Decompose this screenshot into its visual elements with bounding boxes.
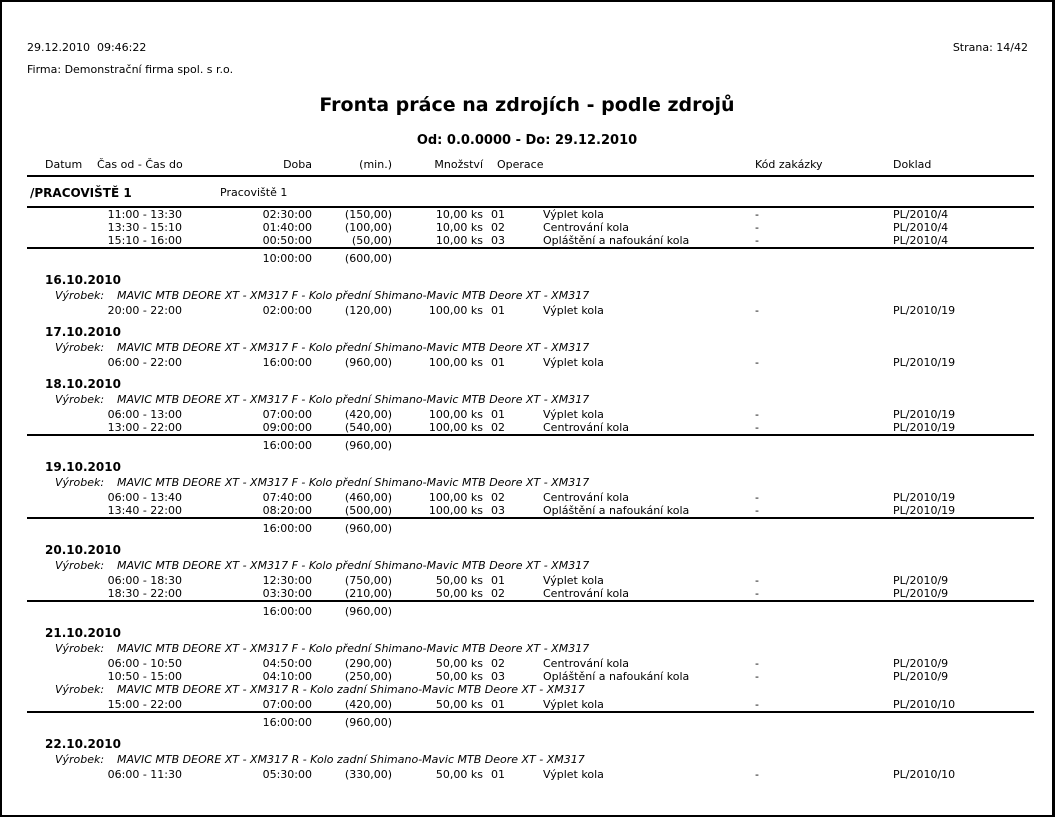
col-header-mnozstvi: Množství	[434, 158, 483, 171]
cell-document: PL/2010/19	[893, 408, 956, 421]
product-row	[27, 683, 1034, 698]
cell-order-code: -	[755, 221, 759, 234]
product-row	[27, 753, 1034, 768]
cell-duration: 02:30:00	[262, 208, 312, 221]
cell-minutes: (330,00)	[344, 768, 392, 781]
summary-row	[27, 436, 1034, 452]
cell-op-number: 01	[491, 698, 505, 711]
cell-document: PL/2010/4	[893, 234, 949, 247]
cell-time-range: 06:00 - 13:40	[107, 491, 182, 504]
table-row	[27, 698, 1034, 711]
report-company: Firma: Demonstrační firma spol. s r.o.	[27, 63, 234, 76]
cell-duration: 07:40:00	[262, 491, 312, 504]
col-header-kod-zakazky: Kód zakázky	[755, 158, 823, 171]
cell-operation: Centrování kola	[543, 587, 630, 600]
summary-row	[27, 713, 1034, 729]
cell-document: PL/2010/4	[893, 208, 949, 221]
product-label: Výrobek:	[55, 559, 105, 572]
cell-duration: 04:10:00	[262, 670, 312, 683]
cell-op-number: 03	[491, 670, 505, 683]
cell-operation: Výplet kola	[543, 356, 604, 369]
cell-document: PL/2010/19	[893, 421, 956, 434]
group-row	[27, 177, 1034, 208]
section-date-row	[27, 272, 1034, 289]
section-date: 20.10.2010	[45, 543, 121, 557]
table-row	[27, 491, 1034, 504]
cell-minutes: (750,00)	[344, 574, 392, 587]
cell-quantity: 50,00 ks	[435, 670, 483, 683]
product-row	[27, 341, 1034, 356]
cell-document: PL/2010/19	[893, 504, 956, 517]
col-header-datum: Datum	[45, 158, 83, 171]
cell-op-number: 03	[491, 234, 505, 247]
cell-operation: Centrování kola	[543, 221, 630, 234]
col-header-cas: Čas od - Čas do	[97, 158, 183, 171]
cell-time-range: 11:00 - 13:30	[107, 208, 182, 221]
section-date-row	[27, 542, 1034, 559]
cell-duration: 16:00:00	[262, 356, 312, 369]
product-name: MAVIC MTB DEORE XT - XM317 F - Kolo přední Shimano-Mavic MTB Deore XT - XM317	[117, 393, 590, 406]
cell-operation: Výplet kola	[543, 698, 604, 711]
section-date: 17.10.2010	[45, 325, 121, 339]
cell-quantity: 50,00 ks	[435, 768, 483, 781]
cell-minutes: (290,00)	[344, 657, 392, 670]
cell-duration: 07:00:00	[262, 698, 312, 711]
cell-duration: 02:00:00	[262, 304, 312, 317]
table-row	[27, 234, 1034, 247]
cell-duration: 12:30:00	[262, 574, 312, 587]
table-row	[27, 304, 1034, 317]
cell-order-code: -	[755, 234, 759, 247]
product-row	[27, 289, 1034, 304]
cell-quantity: 50,00 ks	[435, 698, 483, 711]
summary-minutes: (960,00)	[344, 522, 392, 535]
cell-minutes: (250,00)	[344, 670, 392, 683]
cell-op-number: 02	[491, 657, 505, 670]
cell-quantity: 100,00 ks	[428, 421, 483, 434]
cell-document: PL/2010/19	[893, 304, 956, 317]
column-header-row	[27, 158, 1034, 175]
section-date-row	[27, 376, 1034, 393]
product-name: MAVIC MTB DEORE XT - XM317 R - Kolo zadní Shimano-Mavic MTB Deore XT - XM317	[117, 683, 585, 696]
cell-duration: 04:50:00	[262, 657, 312, 670]
product-row	[27, 476, 1034, 491]
cell-document: PL/2010/9	[893, 574, 949, 587]
cell-op-number: 01	[491, 304, 505, 317]
group-name: Pracoviště 1	[220, 186, 288, 199]
cell-order-code: -	[755, 670, 759, 683]
cell-quantity: 100,00 ks	[428, 491, 483, 504]
cell-minutes: (210,00)	[344, 587, 392, 600]
cell-order-code: -	[755, 574, 759, 587]
cell-document: PL/2010/19	[893, 356, 956, 369]
cell-duration: 07:00:00	[262, 408, 312, 421]
table-row	[27, 670, 1034, 683]
summary-row	[27, 249, 1034, 265]
summary-duration: 16:00:00	[262, 439, 312, 452]
cell-operation: Opláštění a nafoukání kola	[543, 504, 690, 517]
cell-quantity: 50,00 ks	[435, 657, 483, 670]
group-code: /PRACOVIŠTĚ 1	[30, 186, 132, 200]
section-date: 22.10.2010	[45, 737, 121, 751]
cell-op-number: 01	[491, 408, 505, 421]
cell-time-range: 06:00 - 10:50	[107, 657, 182, 670]
cell-time-range: 20:00 - 22:00	[107, 304, 182, 317]
cell-order-code: -	[755, 768, 759, 781]
report-table	[27, 158, 1034, 781]
cell-order-code: -	[755, 208, 759, 221]
cell-quantity: 10,00 ks	[435, 234, 483, 247]
col-header-doklad: Doklad	[893, 158, 932, 171]
cell-order-code: -	[755, 356, 759, 369]
cell-time-range: 10:50 - 15:00	[107, 670, 182, 683]
cell-document: PL/2010/10	[893, 698, 956, 711]
cell-quantity: 100,00 ks	[428, 504, 483, 517]
section-date: 19.10.2010	[45, 460, 121, 474]
cell-order-code: -	[755, 504, 759, 517]
cell-op-number: 02	[491, 587, 505, 600]
col-header-min: (min.)	[359, 158, 392, 171]
cell-op-number: 02	[491, 221, 505, 234]
summary-minutes: (600,00)	[344, 252, 392, 265]
cell-order-code: -	[755, 421, 759, 434]
summary-row	[27, 602, 1034, 618]
cell-document: PL/2010/19	[893, 491, 956, 504]
report-date-range: Od: 0.0.0000 - Do: 29.12.2010	[416, 133, 638, 148]
cell-quantity: 100,00 ks	[428, 408, 483, 421]
cell-time-range: 13:40 - 22:00	[107, 504, 182, 517]
summary-row	[27, 519, 1034, 535]
cell-duration: 05:30:00	[262, 768, 312, 781]
table-row	[27, 208, 1034, 221]
table-row	[27, 768, 1034, 781]
product-label: Výrobek:	[55, 393, 105, 406]
cell-operation: Výplet kola	[543, 208, 604, 221]
cell-quantity: 10,00 ks	[435, 208, 483, 221]
table-row	[27, 587, 1034, 600]
cell-minutes: (420,00)	[344, 698, 392, 711]
cell-minutes: (540,00)	[344, 421, 392, 434]
cell-minutes: (150,00)	[344, 208, 392, 221]
cell-operation: Opláštění a nafoukání kola	[543, 234, 690, 247]
cell-operation: Centrování kola	[543, 421, 630, 434]
cell-duration: 09:00:00	[262, 421, 312, 434]
cell-operation: Centrování kola	[543, 657, 630, 670]
product-name: MAVIC MTB DEORE XT - XM317 F - Kolo přední Shimano-Mavic MTB Deore XT - XM317	[117, 341, 590, 354]
section-date-row	[27, 625, 1034, 642]
product-name: MAVIC MTB DEORE XT - XM317 F - Kolo přední Shimano-Mavic MTB Deore XT - XM317	[117, 289, 590, 302]
cell-op-number: 01	[491, 356, 505, 369]
cell-operation: Centrování kola	[543, 491, 630, 504]
cell-order-code: -	[755, 587, 759, 600]
cell-operation: Výplet kola	[543, 304, 604, 317]
cell-op-number: 01	[491, 208, 505, 221]
product-name: MAVIC MTB DEORE XT - XM317 F - Kolo přední Shimano-Mavic MTB Deore XT - XM317	[117, 476, 590, 489]
summary-minutes: (960,00)	[344, 716, 392, 729]
product-row	[27, 559, 1034, 574]
cell-quantity: 10,00 ks	[435, 221, 483, 234]
summary-duration: 16:00:00	[262, 605, 312, 618]
cell-order-code: -	[755, 657, 759, 670]
product-label: Výrobek:	[55, 683, 105, 696]
cell-minutes: (420,00)	[344, 408, 392, 421]
cell-document: PL/2010/4	[893, 221, 949, 234]
product-name: MAVIC MTB DEORE XT - XM317 F - Kolo přední Shimano-Mavic MTB Deore XT - XM317	[117, 642, 590, 655]
cell-document: PL/2010/9	[893, 657, 949, 670]
cell-op-number: 01	[491, 768, 505, 781]
table-row	[27, 221, 1034, 234]
section-date: 18.10.2010	[45, 377, 121, 391]
cell-op-number: 03	[491, 504, 505, 517]
table-row	[27, 504, 1034, 517]
cell-duration: 03:30:00	[262, 587, 312, 600]
table-row	[27, 657, 1034, 670]
cell-document: PL/2010/10	[893, 768, 956, 781]
cell-op-number: 02	[491, 491, 505, 504]
cell-time-range: 06:00 - 11:30	[107, 768, 182, 781]
product-label: Výrobek:	[55, 476, 105, 489]
cell-minutes: (100,00)	[344, 221, 392, 234]
cell-minutes: (960,00)	[344, 356, 392, 369]
cell-order-code: -	[755, 408, 759, 421]
section-date-row	[27, 324, 1034, 341]
cell-order-code: -	[755, 698, 759, 711]
section-date-row	[27, 736, 1034, 753]
cell-quantity: 100,00 ks	[428, 356, 483, 369]
cell-time-range: 13:30 - 15:10	[107, 221, 182, 234]
cell-time-range: 13:00 - 22:00	[107, 421, 182, 434]
table-row	[27, 574, 1034, 587]
cell-operation: Opláštění a nafoukání kola	[543, 670, 690, 683]
cell-order-code: -	[755, 491, 759, 504]
cell-duration: 08:20:00	[262, 504, 312, 517]
section-date: 16.10.2010	[45, 273, 121, 287]
cell-operation: Výplet kola	[543, 574, 604, 587]
cell-time-range: 15:00 - 22:00	[107, 698, 182, 711]
cell-order-code: -	[755, 304, 759, 317]
table-row	[27, 356, 1034, 369]
col-header-doba: Doba	[283, 158, 312, 171]
section-date-row	[27, 459, 1034, 476]
cell-quantity: 100,00 ks	[428, 304, 483, 317]
product-row	[27, 642, 1034, 657]
cell-operation: Výplet kola	[543, 768, 604, 781]
product-label: Výrobek:	[55, 753, 105, 766]
report-body	[27, 208, 1034, 781]
product-name: MAVIC MTB DEORE XT - XM317 F - Kolo přední Shimano-Mavic MTB Deore XT - XM317	[117, 559, 590, 572]
cell-time-range: 06:00 - 22:00	[107, 356, 182, 369]
cell-time-range: 15:10 - 16:00	[107, 234, 182, 247]
cell-duration: 01:40:00	[262, 221, 312, 234]
summary-duration: 16:00:00	[262, 522, 312, 535]
section-date: 21.10.2010	[45, 626, 121, 640]
report-page-number: Strana: 14/42	[952, 41, 1028, 54]
cell-minutes: (460,00)	[344, 491, 392, 504]
cell-op-number: 01	[491, 574, 505, 587]
cell-time-range: 06:00 - 13:00	[107, 408, 182, 421]
report-datetime: 29.12.2010 09:46:22	[27, 41, 147, 54]
summary-duration: 10:00:00	[262, 252, 312, 265]
cell-quantity: 50,00 ks	[435, 574, 483, 587]
cell-operation: Výplet kola	[543, 408, 604, 421]
cell-quantity: 50,00 ks	[435, 587, 483, 600]
summary-duration: 16:00:00	[262, 716, 312, 729]
cell-time-range: 06:00 - 18:30	[107, 574, 182, 587]
cell-time-range: 18:30 - 22:00	[107, 587, 182, 600]
product-label: Výrobek:	[55, 341, 105, 354]
summary-minutes: (960,00)	[344, 439, 392, 452]
product-label: Výrobek:	[55, 289, 105, 302]
cell-minutes: (500,00)	[344, 504, 392, 517]
cell-duration: 00:50:00	[262, 234, 312, 247]
product-label: Výrobek:	[55, 642, 105, 655]
summary-minutes: (960,00)	[344, 605, 392, 618]
product-name: MAVIC MTB DEORE XT - XM317 R - Kolo zadní Shimano-Mavic MTB Deore XT - XM317	[117, 753, 585, 766]
cell-document: PL/2010/9	[893, 587, 949, 600]
cell-op-number: 02	[491, 421, 505, 434]
report-title: Fronta práce na zdrojích - podle zdrojů	[319, 94, 735, 116]
cell-document: PL/2010/9	[893, 670, 949, 683]
col-header-operace: Operace	[497, 158, 544, 171]
table-row	[27, 408, 1034, 421]
cell-minutes: (50,00)	[351, 234, 392, 247]
table-row	[27, 421, 1034, 434]
cell-minutes: (120,00)	[344, 304, 392, 317]
product-row	[27, 393, 1034, 408]
